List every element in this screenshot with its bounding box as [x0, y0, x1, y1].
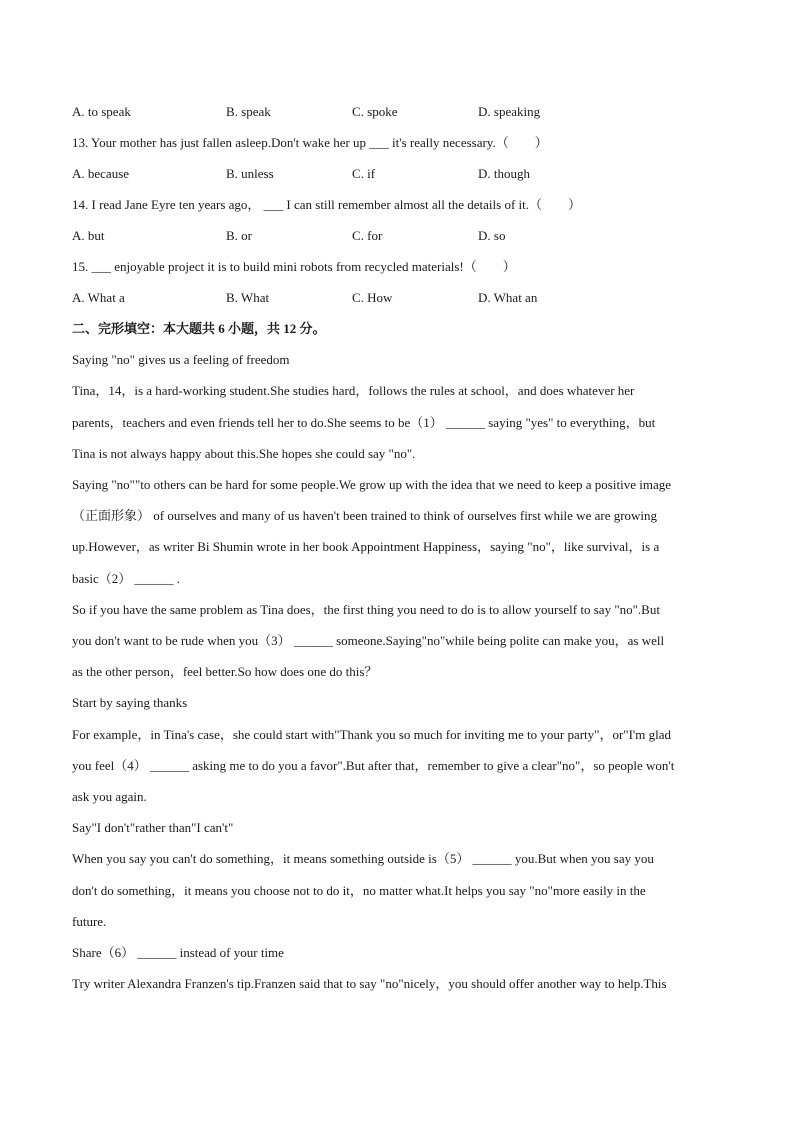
passage-line: as the other person，feel better.So how does one do this？ [72, 664, 378, 679]
q13-option-d: D. though [478, 166, 530, 181]
passage-subheading: Share（6） ______ instead of your time [72, 945, 284, 960]
passage-line: you don't want to be rude when you（3） ______ someone.Saying"no"while being polite can make you，as well [72, 633, 665, 648]
q15-option-b: B. What [226, 290, 270, 305]
passage-line: basic（2） ______ . [72, 571, 180, 586]
passage-line: ask you again. [72, 789, 147, 804]
q14-option-c: C. for [352, 228, 383, 243]
q12-option-c: C. spoke [352, 104, 398, 119]
passage-line: Tina is not always happy about this.She hopes she could say "no". [72, 446, 416, 461]
passage-line: parents，teachers and even friends tell her to do.She seems to be（1） ______ saying "yes" to everything，but [72, 415, 656, 430]
passage-line: Try writer Alexandra Franzen's tip.Franzen said that to say "no"nicely，you should offer another way to help.This [72, 976, 667, 991]
q13-option-a: A. because [72, 166, 130, 181]
passage-line: So if you have the same problem as Tina does，the first thing you need to do is to allow yourself to say "no".But [72, 602, 660, 617]
q15-options [72, 288, 722, 308]
q15-option-a: A. What a [72, 290, 125, 305]
q13-options [72, 164, 722, 184]
passage-line: you feel（4） ______ asking me to do you a favor".But after that，remember to give a clear"no"，so people won't [72, 758, 675, 773]
passage-line: don't do something，it means you choose not to do it，no matter what.It helps you say "no"more easily in the [72, 883, 646, 898]
passage-line: future. [72, 914, 107, 929]
passage-subheading: Start by saying thanks [72, 695, 188, 710]
passage-line: When you say you can't do something，it means something outside is（5） ______ you.But when you say you [72, 851, 654, 866]
q12-option-d: D. speaking [478, 104, 541, 119]
q15-option-c: C. How [352, 290, 393, 305]
passage-line: Tina，14，is a hard-working student.She studies hard，follows the rules at school，and does whatever her [72, 383, 635, 398]
q14-option-a: A. but [72, 228, 105, 243]
q12-options [72, 102, 722, 122]
q13-option-b: B. unless [226, 166, 274, 181]
q12-option-b: B. speak [226, 104, 271, 119]
passage-subheading: Say"I don't"rather than"I can't" [72, 820, 234, 835]
passage-line: （正面形象） of ourselves and many of us haven't been trained to think of ourselves first while we are growing [72, 508, 658, 523]
section-heading: 二、完形填空：本大题共 6 小题，共 12 分。 [72, 321, 326, 336]
q13-option-c: C. if [352, 166, 376, 181]
q14-option-d: D. so [478, 228, 506, 243]
q13-question: 13. Your mother has just fallen asleep.Don't wake her up ___ it's really necessary.（ ） [72, 135, 548, 150]
passage-line: Saying "no""to others can be hard for some people.We grow up with the idea that we need to keep a positive image [72, 477, 671, 492]
passage-line: For example，in Tina's case，she could start with"Thank you so much for inviting me to your party"，or"I'm glad [72, 727, 672, 742]
passage-line: up.However，as writer Bi Shumin wrote in her book Appointment Happiness，saying "no"，like survival，is a [72, 539, 660, 554]
q15-option-d: D. What an [478, 290, 538, 305]
q14-option-b: B. or [226, 228, 252, 243]
q14-options [72, 226, 722, 246]
passage-title: Saying "no" gives us a feeling of freedom [72, 352, 290, 367]
q15-question: 15. ___ enjoyable project it is to build mini robots from recycled materials!（ ） [72, 259, 516, 274]
q14-question: 14. I read Jane Eyre ten years ago， ___ I can still remember almost all the details of it.（ ） [72, 197, 582, 212]
q12-option-a: A. to speak [72, 104, 131, 119]
